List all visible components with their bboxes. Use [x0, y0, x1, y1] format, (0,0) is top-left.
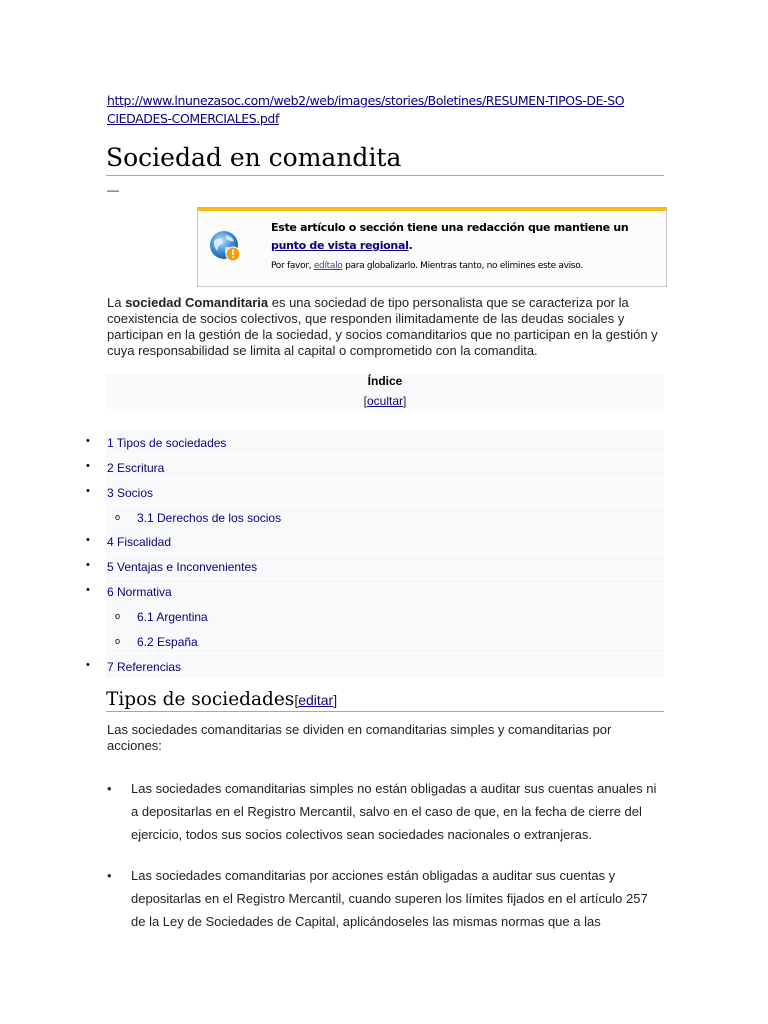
toc-link[interactable]: 6 Normativa [107, 585, 172, 600]
bullet-icon: • [107, 868, 112, 883]
toc-item[interactable] [0, 529, 768, 554]
intro-text-rest: es una sociedad de tipo personalista que se caracteriza por la coexistencia de socios colectivos, que responden ilimitadamente de las deudas sociales y participan en la gestión de la sociedad, y socios comanditarios que no participan en la gestión y cuya responsabilidad se limita al capital o comprometido con la comandita. [107, 295, 658, 358]
toc-subitem[interactable] [0, 604, 768, 629]
notice-text-line2-end: para globalizarlo. Mientras tanto, no elimines este aviso. [342, 261, 583, 271]
notice-period: . [408, 239, 413, 252]
list-item [107, 777, 662, 846]
toc-link[interactable]: 4 Fiscalidad [107, 535, 172, 550]
toc-link[interactable]: 2 Escritura [107, 460, 165, 475]
title-dash: — [107, 183, 119, 197]
list-item-text: Las sociedades comanditarias por acciones están obligadas a auditar sus cuentas y depositarlas en el Registro Mercantil, cuando superen los límites fijados en el artículo 257 de la Ley de Sociedades de Capital, aplicándoseles las mismas normas que a las [131, 868, 648, 929]
edit-link[interactable]: edítalo [313, 261, 343, 271]
bullet-icon: • [86, 484, 90, 497]
notice-text-line2: Por favor, [271, 261, 314, 271]
toc-item[interactable] [0, 430, 768, 455]
edit-bracket-open: [ [294, 692, 299, 708]
toc-link[interactable]: 3.1 Derechos de los socios [137, 510, 282, 525]
toc-header [106, 374, 664, 409]
toc-link[interactable]: 5 Ventajas e Inconvenientes [107, 560, 258, 575]
circle-bullet-icon: o [115, 610, 121, 621]
intro-paragraph [107, 295, 659, 359]
section-bullet-list [107, 777, 662, 951]
section-edit-link[interactable]: editar [298, 692, 334, 708]
section-paragraph: Las sociedades comanditarias se dividen en comanditarias simples y comanditarias por acciones: [107, 722, 612, 753]
edit-bracket-close: ] [333, 692, 338, 708]
toc-item[interactable] [0, 554, 768, 579]
section-title-text: Tipos de sociedades [106, 689, 295, 710]
bullet-icon: • [107, 781, 112, 796]
regional-viewpoint-link[interactable]: punto de vista regional [271, 239, 409, 252]
bullet-icon: • [86, 534, 90, 547]
page-title: Sociedad en comandita [106, 143, 664, 176]
toc-list [0, 430, 768, 678]
circle-bullet-icon: o [115, 635, 121, 646]
intro-bold-term: sociedad Comanditaria [125, 295, 269, 310]
regional-notice-box [197, 207, 667, 287]
bullet-icon: • [86, 459, 90, 472]
toc-link[interactable]: 3 Socios [107, 485, 154, 500]
intro-text-start: La [107, 295, 126, 310]
toc-bracket-open: [ [363, 394, 367, 408]
toc-link[interactable]: 6.1 Argentina [137, 609, 208, 624]
bullet-icon: • [86, 435, 90, 447]
toc-title: Índice [367, 374, 403, 388]
toc-hide-link[interactable]: ocultar [366, 394, 404, 408]
globe-warning-icon [208, 229, 242, 263]
bullet-icon: • [86, 584, 90, 597]
bullet-icon: • [86, 658, 90, 671]
toc-item[interactable] [0, 455, 768, 480]
toc-item[interactable] [0, 480, 768, 505]
bullet-icon: • [86, 559, 90, 572]
toc-link[interactable]: 1 Tipos de sociedades [107, 436, 227, 450]
notice-text-line1: Este artículo o sección tiene una redacción que mantiene un [271, 221, 629, 234]
toc-subitem[interactable] [0, 629, 768, 654]
circle-bullet-icon: o [115, 511, 121, 522]
toc-link[interactable]: 6.2 España [137, 634, 198, 649]
toc-link[interactable]: 7 Referencias [107, 659, 182, 674]
toc-item[interactable] [0, 579, 768, 604]
section-heading [106, 689, 664, 712]
list-item [107, 864, 662, 933]
toc-subitem[interactable] [0, 505, 768, 530]
source-url-link[interactable]: http://www.lnunezasoc.com/web2/web/images/stories/Boletines/RESUMEN-TIPOS-DE-SOCIEDADES-COMERCIALES.pdf [107, 93, 625, 126]
toc-bracket-close: ] [403, 394, 407, 408]
toc-item[interactable] [0, 654, 768, 679]
list-item-text: Las sociedades comanditarias simples no están obligadas a auditar sus cuentas anuales ni a depositarlas en el Registro Mercantil, salvo en el caso de que, en la fecha de cierre del ejercicio, todos sus socios colectivos sean sociedades nacionales o extranjeras. [131, 781, 657, 842]
